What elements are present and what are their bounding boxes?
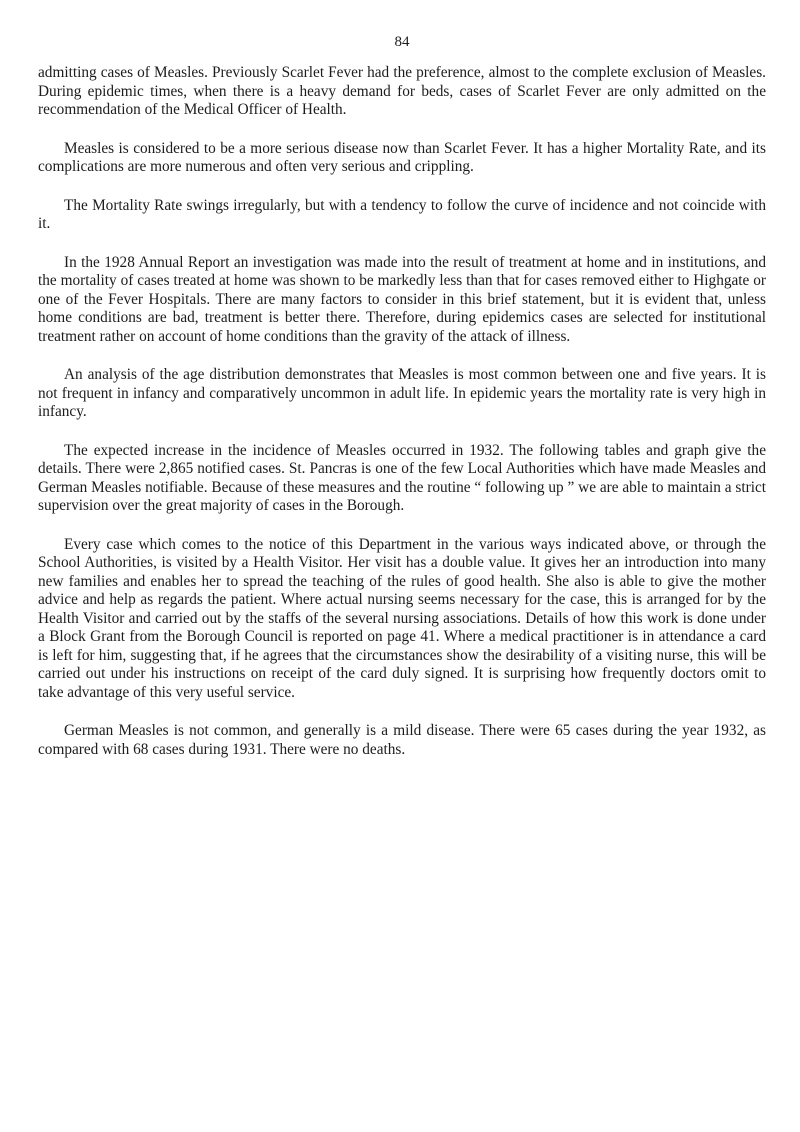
paragraph-measles-seriousness: Measles is considered to be a more serious disease now than Scarlet Fever. It has a higher Mortality Rate, and its complications are more numerous and often very serious and crippling. <box>38 139 766 175</box>
paragraph-1928-report: In the 1928 Annual Report an investigation was made into the result of treatment at home and in institutions, and the mortality of cases treated at home was shown to be markedly less than that for cases removed either to Highgate or one of the Fever Hospitals. There are many factors to consider in this brief statement, but it is evident that, unless home conditions are bad, treatment is better there. Therefore, during epidemics cases are selected for institutional treatment rather on account of home conditions than the gravity of the attack of illness. <box>38 253 766 345</box>
body-text <box>38 64 766 779</box>
paragraph-1932-incidence: The expected increase in the incidence of Measles occurred in 1932. The following tables and graph give the details. There were 2,865 notified cases. St. Pancras is one of the few Local Authorities which have made Measles and German Measles notifiable. Because of these measures and the routine “ following up ” we are able to maintain a strict supervision over the great majority of cases in the Borough. <box>38 441 766 514</box>
paragraph-health-visitor: Every case which comes to the notice of this Department in the various ways indicated above, or through the School Authorities, is visited by a Health Visitor. Her visit has a double value. It gives her an introduction into many new families and enables her to spread the teaching of the rules of good health. She also is able to give the mother advice and help as regards the patient. Where actual nursing seems necessary for the case, this is arranged for by the Health Visitor and carried out by the staffs of the several nursing associations. Details of how this work is done under a Block Grant from the Borough Council is reported on page 41. Where a medical practitioner is in attendance a card is left for him, suggesting that, if he agrees that the circumstances show the desirability of a visiting nurse, this will be carried out under his instructions on receipt of the card duly signed. It is surprising how frequently doctors omit to take advantage of this very useful service. <box>38 535 766 701</box>
page-number: 84 <box>394 34 410 50</box>
paragraph-scarlet-fever-admission: admitting cases of Measles. Previously Scarlet Fever had the preference, almost to the complete exclusion of Measles. During epidemic times, when there is a heavy demand for beds, cases of Scarlet Fever are only admitted on the recommendation of the Medical Officer of Health. <box>38 64 766 118</box>
paragraph-age-distribution: An analysis of the age distribution demonstrates that Measles is most common between one and five years. It is not frequent in infancy and comparatively uncommon in adult life. In epidemic years the mortality rate is very high in infancy. <box>38 366 766 420</box>
paragraph-german-measles: German Measles is not common, and generally is a mild disease. There were 65 cases during the year 1932, as compared with 68 cases during 1931. There were no deaths. <box>38 722 766 758</box>
paragraph-mortality-rate: The Mortality Rate swings irregularly, but with a tendency to follow the curve of incidence and not coincide with it. <box>38 196 766 232</box>
document-page <box>38 0 766 1132</box>
